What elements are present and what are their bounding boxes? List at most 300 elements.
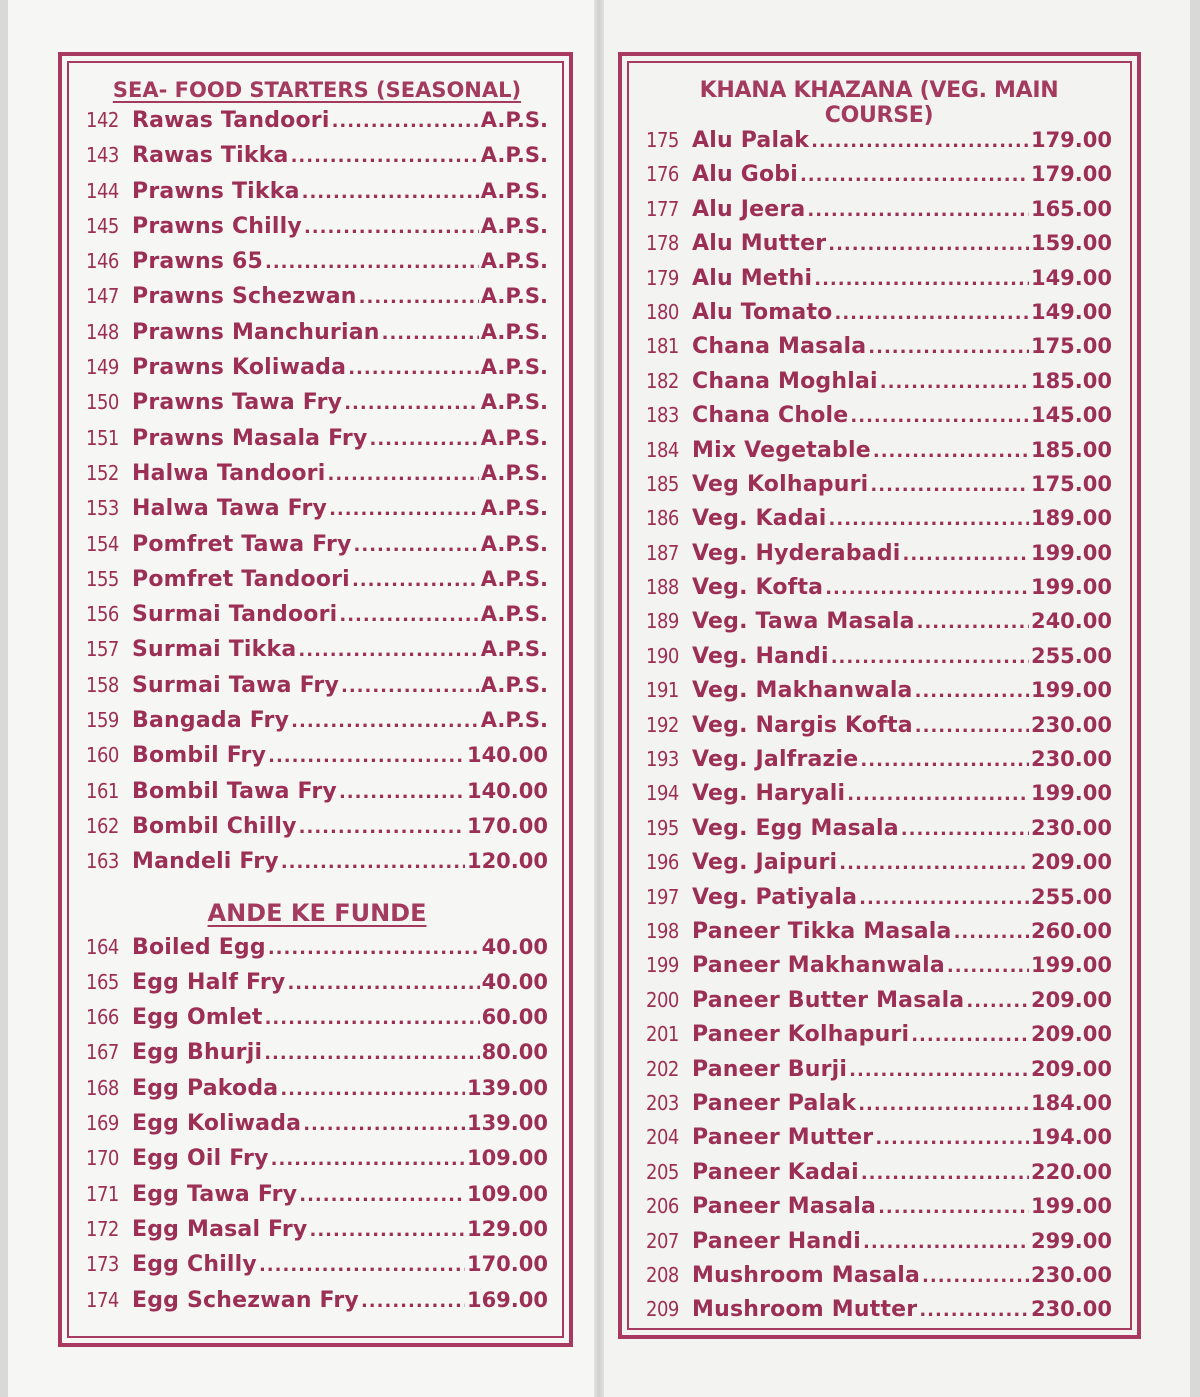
- menu-item-price: 299.00: [1030, 1228, 1112, 1253]
- menu-item-number: 158: [86, 672, 119, 697]
- dot-leader: [868, 337, 1029, 358]
- menu-item-number: 144: [86, 178, 119, 203]
- menu-item-price: 240.00: [1030, 609, 1112, 634]
- menu-item: [86, 567, 548, 602]
- dot-leader: [354, 535, 479, 556]
- menu-item-number: 188: [646, 575, 679, 600]
- menu-item-number: 196: [646, 850, 679, 875]
- menu-item-price: A.P.S.: [480, 531, 548, 556]
- menu-item-name: Paneer Makhanwala: [692, 953, 945, 979]
- section-title-veg-main-course: KHANA KHAZANA (VEG. MAIN COURSE): [699, 78, 1059, 128]
- menu-item-price: A.P.S.: [480, 390, 548, 415]
- menu-item-number: 167: [86, 1040, 119, 1065]
- dot-leader: [922, 1266, 1029, 1287]
- menu-item-name: Egg Bhurji: [132, 1040, 263, 1066]
- menu-item-name: Prawns 65: [132, 249, 263, 275]
- menu-item-number: 207: [646, 1228, 679, 1253]
- menu-item-number: 197: [646, 884, 679, 909]
- menu-item: [646, 128, 1112, 162]
- dot-leader: [839, 853, 1029, 874]
- dot-leader: [299, 817, 465, 838]
- menu-item: [86, 1146, 548, 1181]
- dot-leader: [339, 782, 465, 803]
- menu-item: [86, 426, 548, 461]
- dot-leader: [341, 676, 479, 697]
- menu-item-number: 201: [646, 1022, 679, 1047]
- menu-item-number: 147: [86, 284, 119, 309]
- section-title-ande-ke-funde: ANDE KE FUNDE: [207, 898, 427, 927]
- dot-leader: [858, 1094, 1029, 1115]
- menu-item-number: 152: [86, 460, 119, 485]
- dot-leader: [259, 1255, 465, 1276]
- menu-item-number: 203: [646, 1090, 679, 1115]
- menu-item: [646, 1022, 1112, 1056]
- menu-item: [86, 284, 548, 319]
- menu-item: [646, 1194, 1112, 1228]
- dot-leader: [327, 464, 478, 485]
- menu-item-price: 145.00: [1030, 403, 1112, 428]
- menu-item-price: 169.00: [466, 1287, 548, 1312]
- menu-item-price: 260.00: [1030, 918, 1112, 943]
- menu-item-number: 142: [86, 108, 119, 132]
- menu-item-price: 40.00: [481, 969, 548, 994]
- menu-item-price: 179.00: [1030, 128, 1112, 152]
- menu-item-price: 220.00: [1030, 1159, 1112, 1184]
- dot-leader: [291, 711, 479, 732]
- dot-leader: [831, 647, 1029, 668]
- menu-item-number: 163: [86, 849, 119, 874]
- menu-item: [86, 1005, 548, 1040]
- dot-leader: [829, 509, 1029, 530]
- menu-item: [86, 179, 548, 214]
- menu-item-name: Prawns Koliwada: [132, 355, 347, 381]
- dot-leader: [287, 973, 479, 994]
- menu-item: [86, 673, 548, 708]
- menu-item-name: Paneer Butter Masala: [692, 987, 965, 1013]
- menu-item-name: Paneer Mutter: [692, 1125, 874, 1151]
- menu-item-name: Egg Half Fry: [132, 969, 286, 995]
- menu-item: [86, 1252, 548, 1287]
- dot-leader: [361, 1291, 465, 1312]
- menu-item: [646, 609, 1112, 643]
- menu-item-number: 182: [646, 368, 679, 393]
- menu-item: [646, 403, 1112, 437]
- veg-main-course-list: [646, 128, 1112, 1332]
- menu-item-price: 149.00: [1030, 265, 1112, 290]
- menu-item-name: Halwa Tawa Fry: [132, 496, 328, 522]
- menu-item-name: Veg. Makhanwala: [692, 678, 913, 704]
- menu-item: [646, 988, 1112, 1022]
- dot-leader: [915, 716, 1029, 737]
- menu-item-name: Prawns Chilly: [132, 213, 302, 239]
- menu-item: [86, 143, 548, 178]
- menu-item: [86, 355, 548, 390]
- menu-item-number: 178: [646, 231, 679, 256]
- dot-leader: [861, 1163, 1029, 1184]
- dot-leader: [859, 888, 1029, 909]
- menu-item: [86, 935, 548, 970]
- menu-item-name: Paneer Burji: [692, 1056, 848, 1082]
- dot-leader: [800, 165, 1029, 186]
- menu-item-name: Bombil Fry: [132, 743, 267, 769]
- menu-item: [86, 849, 548, 884]
- menu-item-price: A.P.S.: [480, 496, 548, 521]
- menu-item-price: A.P.S.: [480, 213, 548, 238]
- menu-item-price: 129.00: [466, 1216, 548, 1241]
- menu-item-name: Halwa Tandoori: [132, 460, 326, 486]
- menu-item-price: 199.00: [1030, 678, 1112, 703]
- menu-item-price: A.P.S.: [480, 672, 548, 697]
- menu-item-name: Rawas Tikka: [132, 143, 289, 169]
- menu-item: [86, 814, 548, 849]
- menu-item-number: 166: [86, 1005, 119, 1030]
- menu-item-number: 146: [86, 249, 119, 274]
- menu-item-number: 165: [86, 969, 119, 994]
- menu-item-price: 40.00: [481, 934, 548, 959]
- menu-item-number: 185: [646, 471, 679, 496]
- menu-item-name: Egg Oil Fry: [132, 1146, 269, 1172]
- menu-item-name: Alu Gobi: [692, 162, 798, 188]
- menu-item-name: Bombil Chilly: [132, 813, 297, 839]
- menu-item-name: Pomfret Tandoori: [132, 566, 350, 592]
- menu-item-price: 120.00: [466, 849, 548, 874]
- menu-item-name: Veg. Kadai: [692, 506, 827, 532]
- menu-item-number: 180: [646, 299, 679, 324]
- menu-item-number: 151: [86, 425, 119, 450]
- menu-item-name: Egg Omlet: [132, 1005, 263, 1031]
- menu-item-price: 175.00: [1030, 471, 1112, 496]
- dot-leader: [863, 1232, 1029, 1253]
- menu-item-name: Egg Masal Fry: [132, 1216, 308, 1242]
- menu-item-price: A.P.S.: [480, 249, 548, 274]
- menu-item-price: 199.00: [1030, 781, 1112, 806]
- menu-item-number: 150: [86, 390, 119, 415]
- dot-leader: [880, 372, 1029, 393]
- menu-item-name: Egg Schezwan Fry: [132, 1287, 359, 1313]
- dot-leader: [280, 1079, 465, 1100]
- menu-item-price: A.P.S.: [480, 708, 548, 733]
- menu-item-price: A.P.S.: [480, 460, 548, 485]
- dot-leader: [878, 1197, 1029, 1218]
- menu-item: [646, 678, 1112, 712]
- dot-leader: [382, 323, 479, 344]
- dot-leader: [825, 578, 1029, 599]
- menu-item-number: 162: [86, 813, 119, 838]
- ande-ke-funde-list: [86, 935, 548, 1323]
- menu-item-name: Pomfret Tawa Fry: [132, 531, 352, 557]
- menu-item-number: 195: [646, 815, 679, 840]
- menu-item-name: Veg. Kofta: [692, 575, 824, 601]
- menu-item-number: 194: [646, 781, 679, 806]
- dot-leader: [919, 1300, 1029, 1321]
- menu-item-name: Veg. Jalfrazie: [692, 747, 859, 773]
- menu-item: [646, 1263, 1112, 1297]
- menu-item-name: Mushroom Masala: [692, 1262, 921, 1288]
- menu-item-price: 185.00: [1030, 437, 1112, 462]
- menu-item-number: 177: [646, 196, 679, 221]
- dot-leader: [875, 1128, 1029, 1149]
- dot-leader: [299, 1185, 465, 1206]
- menu-item-name: Veg. Handi: [692, 643, 829, 669]
- menu-item-number: 198: [646, 918, 679, 943]
- menu-item: [86, 320, 548, 355]
- menu-column-left: [86, 78, 548, 1323]
- menu-item-name: Egg Tawa Fry: [132, 1181, 298, 1207]
- menu-item-name: Paneer Kadai: [692, 1159, 859, 1185]
- menu-item-number: 190: [646, 643, 679, 668]
- menu-item: [646, 1160, 1112, 1194]
- dot-leader: [903, 544, 1029, 565]
- seafood-starters-list: [86, 108, 548, 885]
- menu-item-price: A.P.S.: [480, 319, 548, 344]
- menu-item-number: 148: [86, 319, 119, 344]
- dot-leader: [302, 182, 479, 203]
- menu-item-number: 193: [646, 747, 679, 772]
- menu-item-price: A.P.S.: [480, 355, 548, 380]
- menu-item-price: 255.00: [1030, 643, 1112, 668]
- menu-item-price: 209.00: [1030, 1056, 1112, 1081]
- menu-item: [646, 231, 1112, 265]
- menu-item-number: 187: [646, 540, 679, 565]
- menu-item: [86, 249, 548, 284]
- menu-item-name: Mandeli Fry: [132, 849, 279, 875]
- dot-leader: [814, 269, 1029, 290]
- menu-item-name: Egg Chilly: [132, 1252, 257, 1278]
- menu-item-number: 181: [646, 334, 679, 359]
- dot-leader: [911, 1025, 1029, 1046]
- menu-item: [646, 197, 1112, 231]
- menu-item-number: 170: [86, 1146, 119, 1171]
- dot-leader: [332, 111, 479, 132]
- menu-item-name: Chana Moghlai: [692, 368, 878, 394]
- menu-item: [86, 1111, 548, 1146]
- dot-leader: [849, 1060, 1029, 1081]
- menu-item: [646, 575, 1112, 609]
- menu-item: [646, 919, 1112, 953]
- menu-item-price: 80.00: [481, 1040, 548, 1065]
- menu-item: [646, 713, 1112, 747]
- menu-item-name: Paneer Palak: [692, 1090, 857, 1116]
- menu-item-name: Alu Jeera: [692, 196, 806, 222]
- dot-leader: [860, 750, 1029, 771]
- menu-item-number: 183: [646, 403, 679, 428]
- menu-item-price: 170.00: [466, 1252, 548, 1277]
- dot-leader: [947, 956, 1029, 977]
- menu-item-price: A.P.S.: [480, 637, 548, 662]
- menu-item: [646, 506, 1112, 540]
- dot-leader: [915, 681, 1029, 702]
- menu-item-number: 161: [86, 778, 119, 803]
- menu-item-number: 156: [86, 602, 119, 627]
- menu-item-number: 143: [86, 143, 119, 168]
- dot-leader: [344, 393, 479, 414]
- menu-item-name: Bangada Fry: [132, 708, 290, 734]
- menu-item-name: Veg. Haryali: [692, 781, 846, 807]
- menu-item-price: 230.00: [1030, 747, 1112, 772]
- menu-item: [646, 369, 1112, 403]
- menu-item: [86, 1040, 548, 1075]
- menu-item-name: Paneer Tikka Masala: [692, 918, 952, 944]
- menu-item: [646, 438, 1112, 472]
- menu-item-price: A.P.S.: [480, 108, 548, 132]
- dot-leader: [847, 784, 1029, 805]
- menu-item-name: Boiled Egg: [132, 934, 266, 960]
- menu-item-price: A.P.S.: [480, 566, 548, 591]
- menu-item-price: 140.00: [466, 743, 548, 768]
- menu-item-number: 173: [86, 1252, 119, 1277]
- dot-leader: [954, 922, 1029, 943]
- menu-item-name: Mix Vegetable: [692, 437, 871, 463]
- menu-item-price: 149.00: [1030, 299, 1112, 324]
- section-title-seafood-starters: SEA- FOOD STARTERS (SEASONAL): [112, 78, 522, 102]
- menu-item: [646, 1125, 1112, 1159]
- menu-item-number: 205: [646, 1159, 679, 1184]
- menu-item-name: Chana Chole: [692, 403, 849, 429]
- menu-item: [86, 1076, 548, 1111]
- menu-item-name: Prawns Schezwan: [132, 284, 357, 310]
- menu-item: [646, 1057, 1112, 1091]
- menu-item: [86, 743, 548, 778]
- menu-item: [86, 637, 548, 672]
- menu-item-number: 154: [86, 531, 119, 556]
- menu-item-name: Veg. Patiyala: [692, 884, 858, 910]
- dot-leader: [303, 1114, 465, 1135]
- menu-item-price: 184.00: [1030, 1090, 1112, 1115]
- menu-item-name: Prawns Tawa Fry: [132, 390, 343, 416]
- menu-item-number: 206: [646, 1194, 679, 1219]
- dot-leader: [264, 1043, 479, 1064]
- menu-item: [86, 1288, 548, 1323]
- menu-item-name: Veg. Hyderabadi: [692, 540, 901, 566]
- menu-item-number: 157: [86, 637, 119, 662]
- menu-item: [646, 885, 1112, 919]
- menu-item-number: 202: [646, 1056, 679, 1081]
- menu-item: [86, 779, 548, 814]
- dot-leader: [268, 746, 465, 767]
- menu-item-price: 140.00: [466, 778, 548, 803]
- menu-item: [646, 1091, 1112, 1125]
- menu-item: [646, 472, 1112, 506]
- menu-item: [646, 1229, 1112, 1263]
- menu-item-price: 179.00: [1030, 162, 1112, 187]
- menu-item-number: 184: [646, 437, 679, 462]
- menu-item: [86, 970, 548, 1005]
- menu-item-price: 185.00: [1030, 368, 1112, 393]
- menu-item: [646, 850, 1112, 884]
- menu-item: [86, 390, 548, 425]
- menu-item-number: 191: [646, 678, 679, 703]
- menu-item-name: Alu Mutter: [692, 231, 827, 257]
- dot-leader: [352, 570, 479, 591]
- menu-item-price: 60.00: [481, 1005, 548, 1030]
- menu-item-name: Egg Pakoda: [132, 1075, 279, 1101]
- dot-leader: [271, 1149, 465, 1170]
- menu-item-number: 189: [646, 609, 679, 634]
- menu-item: [646, 953, 1112, 987]
- menu-item-name: Surmai Tawa Fry: [132, 672, 339, 698]
- menu-item-price: 209.00: [1030, 1022, 1112, 1047]
- menu-item-name: Alu Methi: [692, 265, 813, 291]
- menu-item: [86, 461, 548, 496]
- menu-item-number: 149: [86, 355, 119, 380]
- menu-item-price: 175.00: [1030, 334, 1112, 359]
- menu-item-name: Egg Koliwada: [132, 1111, 302, 1137]
- menu-item: [86, 214, 548, 249]
- dot-leader: [811, 131, 1029, 152]
- menu-item-number: 199: [646, 953, 679, 978]
- menu-item: [646, 162, 1112, 196]
- menu-item: [646, 334, 1112, 368]
- dot-leader: [291, 146, 479, 167]
- dot-leader: [265, 252, 479, 273]
- menu-item-name: Rawas Tandoori: [132, 108, 330, 133]
- menu-item-name: Veg Kolhapuri: [692, 471, 869, 497]
- menu-item-name: Paneer Handi: [692, 1228, 862, 1254]
- menu-item-price: 165.00: [1030, 196, 1112, 221]
- menu-item: [646, 644, 1112, 678]
- menu-item-price: 194.00: [1030, 1125, 1112, 1150]
- menu-item-name: Paneer Kolhapuri: [692, 1022, 910, 1048]
- menu-item-number: 204: [646, 1125, 679, 1150]
- menu-item: [646, 541, 1112, 575]
- menu-item: [86, 532, 548, 567]
- menu-item-price: 199.00: [1030, 575, 1112, 600]
- menu-item-number: 153: [86, 496, 119, 521]
- menu-item-price: 230.00: [1030, 1297, 1112, 1322]
- menu-item: [86, 1217, 548, 1252]
- menu-item-price: 109.00: [466, 1146, 548, 1171]
- menu-item: [646, 1297, 1112, 1331]
- menu-item-price: A.P.S.: [480, 284, 548, 309]
- page-fold: [594, 0, 604, 1397]
- dot-leader: [850, 406, 1029, 427]
- menu-item: [86, 602, 548, 637]
- menu-item: [86, 708, 548, 743]
- menu-item: [646, 781, 1112, 815]
- menu-item-name: Alu Palak: [692, 128, 810, 153]
- menu-item-number: 159: [86, 708, 119, 733]
- menu-item-price: 139.00: [466, 1111, 548, 1136]
- dot-leader: [870, 475, 1029, 496]
- dot-leader: [281, 852, 465, 873]
- menu-item-name: Mushroom Mutter: [692, 1297, 918, 1323]
- menu-item-name: Prawns Masala Fry: [132, 425, 368, 451]
- menu-item: [86, 496, 548, 531]
- menu-item-number: 172: [86, 1216, 119, 1241]
- menu-item: [646, 816, 1112, 850]
- dot-leader: [807, 200, 1029, 221]
- dot-leader: [901, 819, 1029, 840]
- menu-item-price: 189.00: [1030, 506, 1112, 531]
- menu-item-number: 175: [646, 128, 679, 152]
- menu-item: [646, 300, 1112, 334]
- menu-item-name: Prawns Manchurian: [132, 319, 380, 345]
- dot-leader: [359, 287, 479, 308]
- dot-leader: [265, 1008, 480, 1029]
- menu-item-price: 170.00: [466, 813, 548, 838]
- menu-item-price: 209.00: [1030, 987, 1112, 1012]
- menu-item-price: 255.00: [1030, 884, 1112, 909]
- menu-item-name: Bombil Tawa Fry: [132, 778, 337, 804]
- menu-item-price: A.P.S.: [480, 602, 548, 627]
- menu-item-price: 209.00: [1030, 850, 1112, 875]
- dot-leader: [917, 612, 1029, 633]
- menu-item-number: 145: [86, 213, 119, 238]
- menu-item-name: Veg. Egg Masala: [692, 815, 899, 841]
- menu-item-number: 209: [646, 1297, 679, 1322]
- menu-item-price: 230.00: [1030, 712, 1112, 737]
- menu-item-price: 230.00: [1030, 815, 1112, 840]
